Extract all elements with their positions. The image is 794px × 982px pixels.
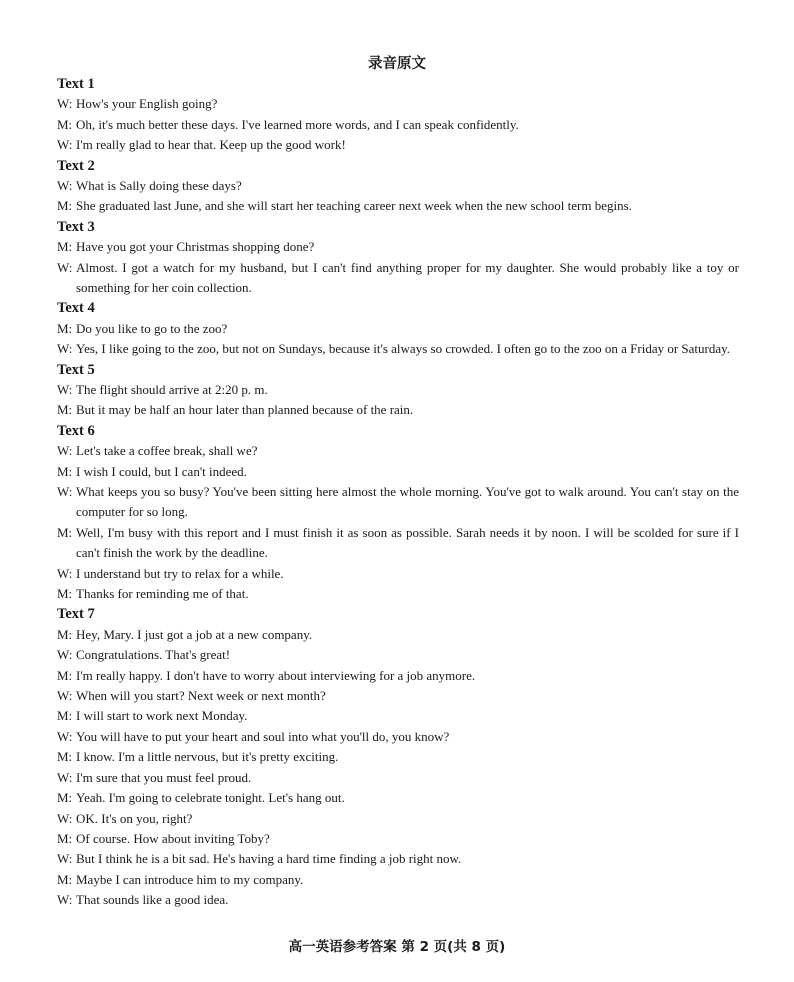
speaker-label: W: bbox=[57, 769, 73, 785]
dialogue-text: You will have to put your heart and soul into what you'll do, you know? bbox=[76, 728, 450, 744]
dialogue-line bbox=[57, 339, 739, 359]
dialogue-text: Almost. I got a watch for my husband, but I can't find anything proper for my daughter. She would probably like a toy or something for her coin collection. bbox=[76, 259, 739, 296]
dialogue-line bbox=[57, 135, 739, 155]
dialogue-line bbox=[57, 747, 739, 767]
dialogue-line bbox=[57, 115, 739, 135]
speaker-label: W: bbox=[57, 341, 73, 357]
dialogue-text: Let's take a coffee break, shall we? bbox=[76, 443, 258, 459]
speaker-label: W: bbox=[57, 688, 73, 704]
dialogue-text: OK. It's on you, right? bbox=[76, 810, 193, 826]
speaker-label: M: bbox=[57, 871, 73, 887]
section-heading: Text 6 bbox=[57, 422, 95, 439]
speaker-label: M: bbox=[57, 524, 73, 540]
dialogue-line bbox=[57, 380, 739, 400]
dialogue-line bbox=[57, 400, 739, 420]
dialogue-line bbox=[57, 319, 739, 339]
dialogue-line bbox=[57, 706, 739, 726]
dialogue-line bbox=[57, 870, 739, 890]
dialogue-text: Have you got your Christmas shopping done? bbox=[76, 239, 315, 255]
section-heading: Text 5 bbox=[57, 361, 95, 378]
dialogue-text: Well, I'm busy with this report and I must finish it as soon as possible. Sarah needs it by noon. I will be scolded for sure if I can't finish the work by the deadline. bbox=[76, 524, 739, 561]
dialogue-text: I understand but try to relax for a while. bbox=[76, 565, 284, 581]
dialogue-line bbox=[57, 523, 739, 564]
speaker-label: W: bbox=[57, 178, 73, 193]
speaker-label: W: bbox=[57, 810, 73, 826]
dialogue-text: What is Sally doing these days? bbox=[76, 178, 242, 193]
dialogue-text: Hey, Mary. I just got a job at a new company. bbox=[76, 626, 313, 642]
speaker-label: M: bbox=[57, 402, 73, 418]
speaker-label: M: bbox=[57, 790, 73, 806]
transcript-body bbox=[57, 74, 739, 911]
speaker-label: M: bbox=[57, 626, 73, 642]
dialogue-text: She graduated last June, and she will start her teaching career next week when the new school term begins. bbox=[76, 198, 632, 214]
dialogue-text: Thanks for reminding me of that. bbox=[76, 586, 249, 602]
speaker-label: W: bbox=[57, 484, 73, 500]
dialogue-line bbox=[57, 564, 739, 584]
dialogue-text: How's your English going? bbox=[76, 96, 218, 112]
dialogue-text: Do you like to go to the zoo? bbox=[76, 320, 228, 336]
section-heading: Text 1 bbox=[57, 76, 95, 92]
dialogue-text: But I think he is a bit sad. He's having a hard time finding a job right now. bbox=[76, 851, 462, 867]
dialogue-line bbox=[57, 196, 739, 216]
dialogue-text: Yes, I like going to the zoo, but not on Sundays, because it's always so crowded. I often go to the zoo on a Friday or Saturday. bbox=[76, 341, 731, 357]
dialogue-text: I'm sure that you must feel proud. bbox=[76, 769, 252, 785]
dialogue-text: But it may be half an hour later than planned because of the rain. bbox=[76, 402, 414, 418]
dialogue-line bbox=[57, 94, 739, 114]
dialogue-text: Maybe I can introduce him to my company. bbox=[76, 871, 304, 887]
dialogue-line bbox=[57, 666, 739, 686]
speaker-label: M: bbox=[57, 463, 73, 479]
page-title: 录音原文 bbox=[368, 56, 426, 72]
speaker-label: W: bbox=[57, 728, 73, 744]
dialogue-line bbox=[57, 482, 739, 523]
dialogue-line bbox=[57, 727, 739, 747]
speaker-label: W: bbox=[57, 443, 73, 459]
dialogue-line bbox=[57, 462, 739, 482]
speaker-label: W: bbox=[57, 565, 73, 581]
dialogue-text: I'm really happy. I don't have to worry about interviewing for a job anymore. bbox=[76, 667, 476, 683]
dialogue-text: I'm really glad to hear that. Keep up the good work! bbox=[76, 137, 346, 153]
dialogue-line bbox=[57, 258, 739, 299]
dialogue-text: When will you start? Next week or next month? bbox=[76, 688, 326, 704]
dialogue-text: I will start to work next Monday. bbox=[76, 708, 248, 724]
dialogue-line bbox=[57, 788, 739, 808]
speaker-label: M: bbox=[57, 198, 73, 214]
dialogue-line bbox=[57, 584, 739, 604]
dialogue-line bbox=[57, 890, 739, 910]
dialogue-line bbox=[57, 849, 739, 869]
speaker-label: W: bbox=[57, 892, 73, 908]
speaker-label: W: bbox=[57, 647, 73, 663]
dialogue-text: That sounds like a good idea. bbox=[76, 892, 229, 908]
speaker-label: W: bbox=[57, 382, 73, 398]
dialogue-line bbox=[57, 441, 739, 461]
speaker-label: W: bbox=[57, 259, 73, 275]
dialogue-line bbox=[57, 176, 739, 196]
dialogue-text: I know. I'm a little nervous, but it's pretty exciting. bbox=[76, 749, 339, 765]
speaker-label: M: bbox=[57, 830, 73, 846]
dialogue-line bbox=[57, 829, 739, 849]
speaker-label: M: bbox=[57, 239, 73, 255]
speaker-label: M: bbox=[57, 320, 73, 336]
speaker-label: M: bbox=[57, 116, 73, 132]
dialogue-line bbox=[57, 237, 739, 257]
dialogue-text: What keeps you so busy? You've been sitting here almost the whole morning. You've got to walk around. You can't stay on the computer for so long. bbox=[76, 484, 739, 520]
speaker-label: W: bbox=[57, 96, 73, 112]
section-heading: Text 3 bbox=[57, 218, 95, 235]
dialogue-line bbox=[57, 686, 739, 706]
dialogue-text: Yeah. I'm going to celebrate tonight. Let's hang out. bbox=[76, 790, 345, 806]
speaker-label: M: bbox=[57, 749, 73, 765]
dialogue-text: Congratulations. That's great! bbox=[76, 647, 231, 663]
dialogue-text: The flight should arrive at 2:20 p. m. bbox=[76, 382, 268, 398]
speaker-label: M: bbox=[57, 586, 73, 602]
dialogue-line bbox=[57, 809, 739, 829]
section-heading: Text 2 bbox=[57, 157, 95, 174]
speaker-label: M: bbox=[57, 708, 73, 724]
dialogue-text: Oh, it's much better these days. I've learned more words, and I can speak confidently. bbox=[76, 116, 519, 132]
dialogue-text: I wish I could, but I can't indeed. bbox=[76, 463, 247, 479]
section-heading: Text 4 bbox=[57, 300, 95, 317]
speaker-label: W: bbox=[57, 137, 73, 153]
dialogue-text: Of course. How about inviting Toby? bbox=[76, 830, 270, 846]
speaker-label: W: bbox=[57, 851, 73, 867]
speaker-label: M: bbox=[57, 667, 73, 683]
dialogue-line bbox=[57, 625, 739, 645]
page-footer: 高一英语参考答案 第 2 页(共 8 页) bbox=[288, 939, 506, 955]
dialogue-line bbox=[57, 645, 739, 665]
dialogue-line bbox=[57, 768, 739, 788]
section-heading: Text 7 bbox=[57, 606, 95, 623]
